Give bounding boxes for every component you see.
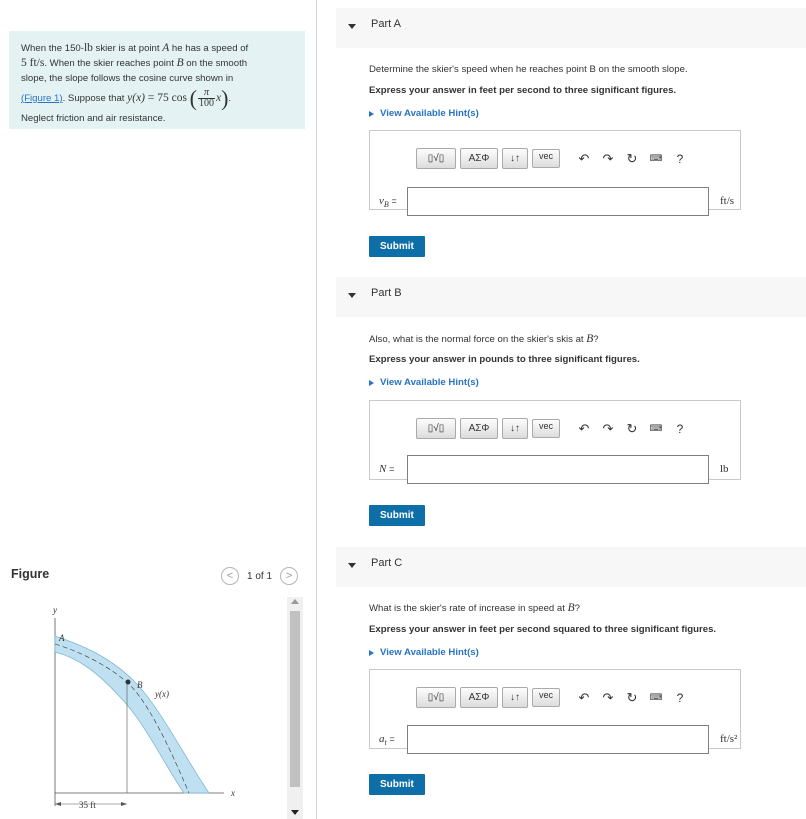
vector-button[interactable]: vec: [532, 149, 560, 168]
open-paren: (: [189, 85, 197, 111]
arrows-icon: ↓↑: [510, 153, 520, 164]
part-c-answer-input[interactable]: [407, 725, 709, 754]
part-a-submit-button[interactable]: Submit: [369, 236, 425, 257]
part-b-question: Also, what is the normal force on the skier's skis at B?: [369, 333, 599, 345]
part-b-hint-link[interactable]: View Available Hint(s): [369, 377, 479, 388]
close-paren: ): [221, 85, 229, 111]
figure-image: [9, 596, 307, 819]
part-c-unit: ft/s²: [720, 733, 738, 745]
undo-icon[interactable]: ↶: [578, 420, 590, 436]
part-b-toolbar: [416, 418, 692, 439]
reset-icon[interactable]: ↻: [626, 689, 638, 705]
templates-icon: ▯√▯: [427, 423, 445, 434]
part-c-title: Part C: [371, 557, 403, 569]
help-icon[interactable]: ?: [676, 151, 684, 166]
skier-slope-diagram: [9, 596, 287, 819]
templates-button[interactable]: [416, 418, 456, 439]
vector-button[interactable]: vec: [532, 419, 560, 438]
part-b-unit: lb: [720, 463, 729, 475]
problem-statement: [9, 31, 305, 129]
greek-symbols-button[interactable]: ΑΣΦ: [460, 687, 498, 708]
figure-heading: Figure: [11, 567, 50, 581]
part-b-header[interactable]: [336, 277, 806, 317]
part-c-hint-link[interactable]: View Available Hint(s): [369, 647, 479, 658]
pager-count: 1 of 1: [247, 570, 273, 582]
collapse-triangle-icon: [348, 563, 356, 568]
point-label-a: A: [59, 633, 65, 643]
figure-link[interactable]: (Figure 1): [21, 93, 63, 105]
part-b-instruction: Express your answer in pounds to three significant figures.: [369, 354, 640, 365]
part-a-instruction: Express your answer in feet per second to three significant figures.: [369, 85, 677, 96]
problem-line-5: Neglect friction and air resistance.: [21, 113, 166, 124]
pi-over-100: $\frac{\pi}{100}$: [198, 87, 214, 109]
figure-pager: [221, 567, 298, 585]
arrows-icon: ↓↑: [510, 692, 520, 703]
dimension-label: 35 ft: [79, 800, 96, 810]
greek-symbols-button[interactable]: ΑΣΦ: [460, 148, 498, 169]
chevron-left-icon: <: [226, 570, 234, 582]
help-icon[interactable]: ?: [676, 690, 684, 705]
part-b-variable: N =: [379, 463, 395, 475]
problem-line-2: 5 ft/s. When the skier reaches point B on the smooth: [21, 57, 248, 69]
column-divider: [316, 0, 317, 819]
help-icon[interactable]: ?: [676, 421, 684, 436]
caret-right-icon: [369, 380, 374, 386]
problem-line-3: slope, the slope follows the cosine curve shown in: [21, 73, 234, 84]
axis-label-x: x: [231, 788, 235, 798]
undo-icon[interactable]: ↶: [578, 150, 590, 166]
next-figure-button[interactable]: [280, 567, 298, 585]
reset-icon[interactable]: ↻: [626, 150, 638, 166]
problem-line-1: When the 150-lb skier is at point A he has a speed of: [21, 42, 249, 54]
redo-icon[interactable]: ↷: [602, 689, 614, 705]
caret-right-icon: [369, 650, 374, 656]
prev-figure-button[interactable]: [221, 567, 239, 585]
part-a-header[interactable]: [336, 8, 806, 48]
part-c-header[interactable]: [336, 547, 806, 587]
collapse-triangle-icon: [348, 24, 356, 29]
part-a-toolbar: [416, 148, 692, 169]
collapse-triangle-icon: [348, 293, 356, 298]
keyboard-icon[interactable]: ⌨: [649, 153, 663, 163]
vector-button[interactable]: vec: [532, 688, 560, 707]
part-c-toolbar: [416, 687, 692, 708]
part-b-answer-input[interactable]: [407, 455, 709, 484]
part-b-submit-button[interactable]: Submit: [369, 505, 425, 526]
keyboard-icon[interactable]: ⌨: [649, 692, 663, 702]
caret-right-icon: [369, 111, 374, 117]
redo-icon[interactable]: ↷: [602, 150, 614, 166]
part-c-variable: $a_t$ =: [379, 733, 395, 748]
part-b-title: Part B: [371, 287, 402, 299]
undo-icon[interactable]: ↶: [578, 689, 590, 705]
part-a-title: Part A: [371, 18, 401, 30]
subscript-superscript-button[interactable]: [502, 418, 528, 439]
curve-label-yx: y(x): [155, 689, 169, 699]
part-c-instruction: Express your answer in feet per second squared to three significant figures.: [369, 624, 717, 635]
templates-button[interactable]: [416, 148, 456, 169]
reset-icon[interactable]: ↻: [626, 420, 638, 436]
point-label-b: B: [137, 680, 143, 690]
problem-line-4: (Figure 1). Suppose that y(x) = 75 cos ( $\frac{\pi}{100}$ x).: [21, 85, 232, 111]
subscript-superscript-button[interactable]: [502, 148, 528, 169]
chevron-right-icon: >: [285, 570, 293, 582]
part-a-question: Determine the skier's speed when he reaches point B on the smooth slope.: [369, 64, 688, 75]
part-a-variable: $v_B$ =: [379, 195, 397, 210]
greek-symbols-button[interactable]: ΑΣΦ: [460, 418, 498, 439]
part-a-hint-link[interactable]: View Available Hint(s): [369, 108, 479, 119]
figure-scrollbar[interactable]: [287, 597, 303, 819]
part-c-submit-button[interactable]: Submit: [369, 774, 425, 795]
templates-icon: ▯√▯: [427, 692, 445, 703]
part-c-question: What is the skier's rate of increase in speed at B?: [369, 602, 580, 614]
arrows-icon: ↓↑: [510, 423, 520, 434]
part-a-unit: ft/s: [720, 195, 735, 207]
axis-label-y: y: [53, 605, 57, 615]
keyboard-icon[interactable]: ⌨: [649, 423, 663, 433]
scroll-up-arrow-icon[interactable]: [291, 599, 299, 604]
templates-button[interactable]: [416, 687, 456, 708]
scroll-down-arrow-icon[interactable]: [291, 810, 299, 815]
part-a-answer-input[interactable]: [407, 187, 709, 216]
templates-icon: ▯√▯: [427, 153, 445, 164]
redo-icon[interactable]: ↷: [602, 420, 614, 436]
scroll-thumb[interactable]: [290, 611, 300, 787]
subscript-superscript-button[interactable]: [502, 687, 528, 708]
